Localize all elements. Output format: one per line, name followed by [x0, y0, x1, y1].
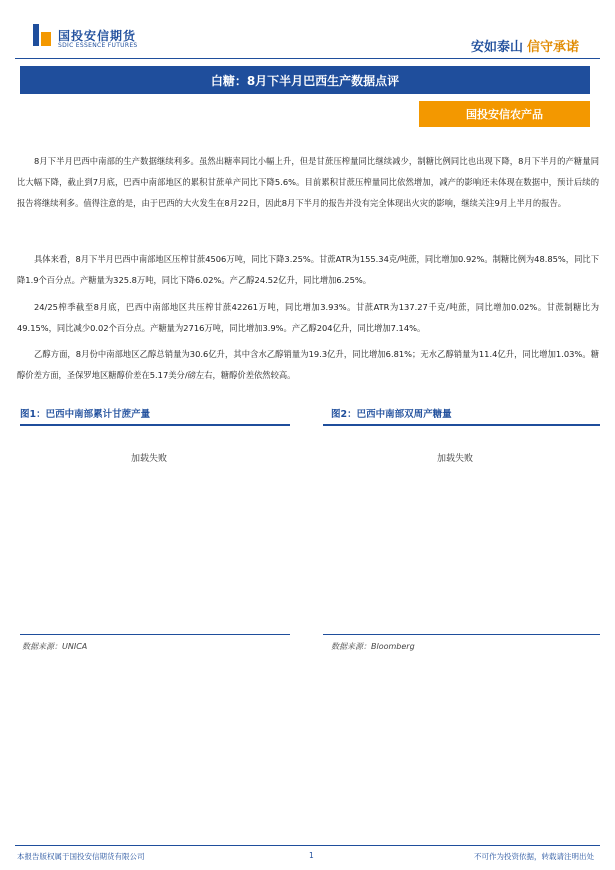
figure-1-title: 图1：巴西中南部累计甘蔗产量: [20, 409, 151, 420]
figure-2-load-failed: 加载失败: [437, 454, 474, 464]
slogan-part-2: 信守承诺: [526, 40, 579, 55]
figure-1-source-divider: [20, 634, 290, 635]
figure-2-divider: [323, 424, 600, 426]
logo-text-en: SDIC ESSENCE FUTURES: [58, 42, 138, 49]
logo-icon: [33, 24, 51, 46]
paragraph-detail: [17, 249, 599, 291]
paragraph-ethanol-text: 乙醇方面，8月份中南部地区乙醇总销量为30.6亿升，其中含水乙醇销量为19.3亿升，同比增加6.81%；无水乙醇销量为11.4亿升，同比增加1.03%。糖醇价差方面，圣保罗地区糖醇价差在5.17美分/磅左右，糖醇价差依然较高。: [17, 349, 599, 380]
figure-1-load-failed: 加载失败: [131, 454, 168, 464]
figure-1-divider: [20, 424, 290, 426]
paragraph-season: [17, 297, 599, 339]
footer-disclaimer: 不可作为投资依据，转载请注明出处: [474, 852, 594, 861]
product-badge: 国投安信农产品: [419, 101, 590, 127]
paragraph-summary-text: 8月下半月巴西中南部的生产数据继续利多。虽然出糖率同比小幅上升，但是甘蔗压榨量同比继续减少，制糖比例同比也出现下降，8月下半月的产糖量同比大幅下降，截止到7月底，巴西中南部地区的累积甘蔗单产同比下降5.6%。目前累积甘蔗压榨量同比依然增加，减产的影响还未体现在数据中，预计后续的报告将继续利多。值得注意的是，由于巴西的大火发生在8月22日，因此8月下半月的报告并没有完全体现出火灾的影响，继续关注9月上半月的报告。: [17, 156, 599, 208]
paragraph-summary: [17, 151, 599, 214]
paragraph-ethanol: [17, 344, 599, 386]
report-title: 白糖：8月下半月巴西生产数据点评: [20, 66, 590, 94]
slogan-part-1: 安如泰山: [470, 40, 523, 55]
paragraph-season-text: 24/25榨季截至8月底，巴西中南部地区共压榨甘蔗42261万吨，同比增加3.93%。甘蔗ATR为137.27千克/吨蔗，同比增加0.02%。甘蔗制糖比为49.15%，同比减少0.02个百分点。产糖量为2716万吨，同比增加3.9%。产乙醇204亿升，同比增加7.14%。: [17, 302, 599, 333]
footer-divider: [15, 845, 600, 846]
figure-2-title: 图2：巴西中南部双周产糖量: [331, 409, 452, 420]
page-number: 1: [309, 851, 314, 860]
logo-text-cn: 国投安信期货: [58, 29, 137, 43]
figure-2-source-divider: [323, 634, 600, 635]
header-divider: [15, 58, 600, 59]
figure-2-source: 数据来源：Bloomberg: [331, 642, 415, 651]
paragraph-detail-text: 具体来看，8月下半月巴西中南部地区压榨甘蔗4506万吨，同比下降3.25%。甘蔗ATR为155.34克/吨蔗，同比增加0.92%。制糖比例为48.85%，同比下降1.9个百分点。产糖量为325.8万吨，同比下降6.02%。产乙醇24.52亿升，同比增加6.25%。: [17, 254, 599, 285]
footer-copyright: 本报告版权属于国投安信期货有限公司: [17, 852, 145, 861]
slogan: [471, 36, 579, 55]
figure-1-source: 数据来源：UNICA: [22, 642, 88, 651]
